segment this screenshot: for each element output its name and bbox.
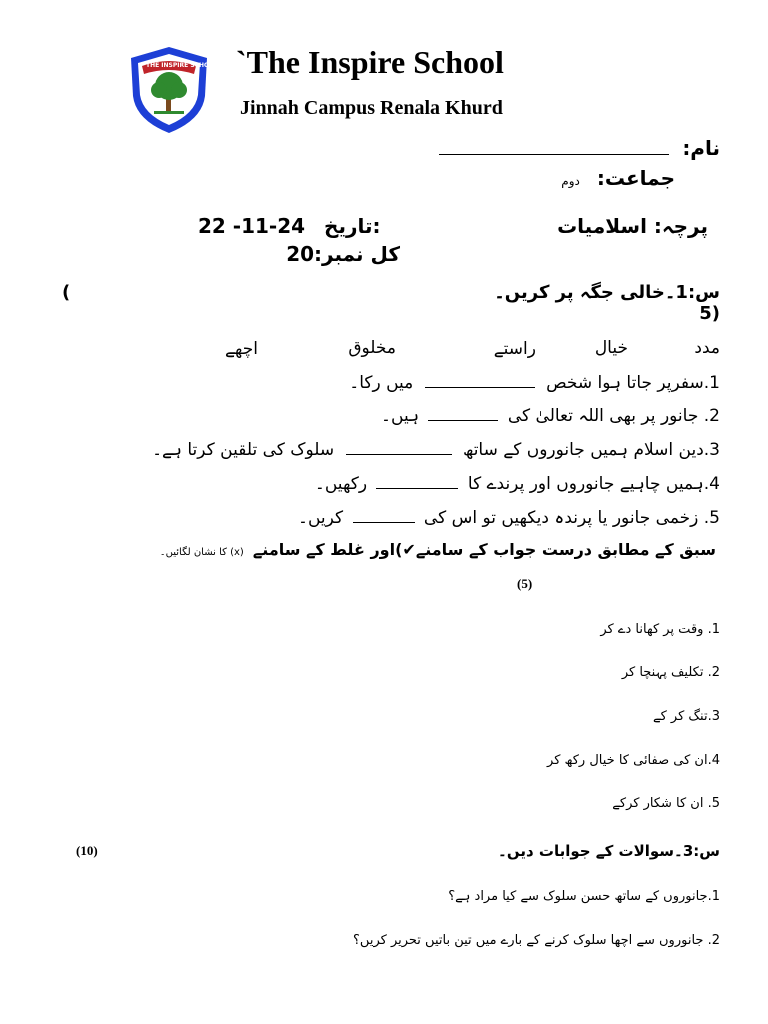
q1-item [349,372,720,393]
name-row [439,136,720,160]
total-marks: کل نمبر:20 [286,242,400,266]
q1-item-text: 3.دین اسلام ہمیں جانوروں کے ساتھ [462,440,720,460]
date-value: 22 -11-24 [198,214,306,238]
q2-item: 3.تنگ کر کے [652,709,720,724]
fill-blank [353,522,415,523]
logo-text: THE INSPIRE SCHOOL [146,62,219,69]
q1-item-text-end: سلوک کی تلقین کرتا ہے۔ [152,440,335,460]
q3-item: 2. جانوروں سے اچھا سلوک کرنے کے بارے میں تین باتیں تحریر کریں؟ [353,933,720,948]
q1-item-text: 4.ہمیں چاہیے جانوروں اور پرندے کا [467,474,720,494]
q1-item-text-end: رکھیں۔ [314,474,368,494]
q1-item-text-end: ہیں۔ [381,406,420,426]
word-bank-4: مخلوق [348,338,396,358]
class-label: جماعت: [596,166,675,190]
q1-item-text: 5. زخمی جانور یا پرندہ دیکھیں تو اس کی [423,508,720,528]
q1-marks: 5) [699,303,720,324]
word-bank-5: اچھے [224,339,258,359]
q2-item: 1. وقت پر کھانا دے کر [600,622,720,637]
q1-item-text-end: کریں۔ [298,508,344,528]
paper-subject: پرچہ: اسلامیات [557,214,708,238]
word-bank-1: مدد [694,338,720,358]
fill-blank [376,488,458,489]
school-logo [128,44,219,136]
q1-item-text-end: میں رکا۔ [349,373,414,393]
q1-item-text: 1.سفرپر جاتا ہوا شخص [546,373,720,393]
q2-marks: (5) [517,576,533,591]
q3-marks: (10) [76,843,98,858]
q1-item [315,473,720,494]
q2-item: 5. ان کا شکار کرکے [612,796,720,811]
fill-blank [425,387,535,388]
date-row [198,214,381,238]
q2-item: 2. تکلیف پہنچا کر [621,665,720,680]
name-label: نام: [682,136,720,160]
campus-name: Jinnah Campus Renala Khurd [240,97,503,119]
q1-item [298,507,720,528]
q1-heading: س:1۔خالی جگہ پر کریں۔ [494,282,720,303]
q1-item [381,405,720,426]
q2-heading: سبق کے مطابق درست جواب کے سامنے✔)اور غلط کے سامنے [252,540,716,559]
school-name: `The Inspire School [236,44,504,80]
date-label: تاریخ: [324,214,381,238]
q1-item-text: 2. جانور پر بھی اللہ تعالیٰ کی [507,406,720,426]
q2-heading-row [160,540,716,559]
word-bank-2: خیال [594,338,628,358]
class-value: دوم [561,174,580,188]
q1-marks-open: ( [62,282,71,303]
q2-item: 4.ان کی صفائی کا خیال رکھ کر [547,753,720,768]
name-blank [439,154,669,155]
word-bank-3: راستے [493,339,536,359]
class-row [561,166,675,190]
q1-item [152,439,720,460]
q3-item: 1.جانوروں کے ساتھ حسن سلوک سے کیا مراد ہے؟ [448,889,720,904]
fill-blank [346,454,452,455]
q2-heading-small: (x) کا نشان لگائیں۔ [159,547,244,558]
fill-blank [428,420,498,421]
q3-heading: س:3۔سوالات کے جوابات دیں۔ [498,842,720,860]
